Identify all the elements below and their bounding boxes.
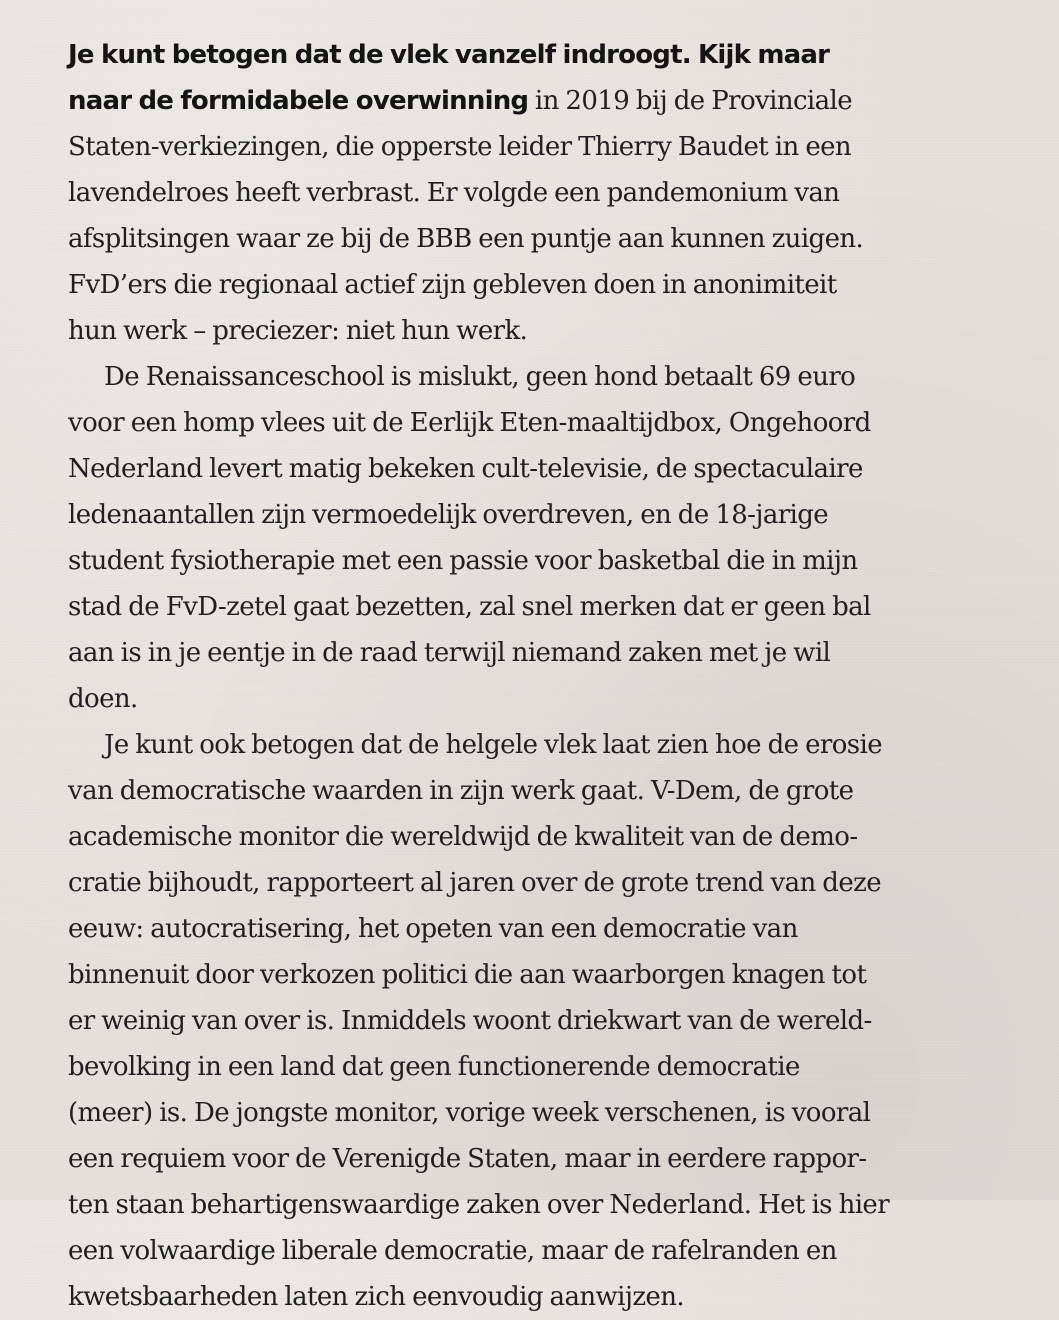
text-line: kwetsbaarheden laten zich eenvoudig aanwijzen. (68, 1282, 685, 1312)
text-line: FvD’ers die regionaal actief zijn gebleven doen in anonimiteit (68, 270, 837, 300)
text-line: hun werk – preciezer: niet hun werk. (68, 316, 528, 346)
paragraph-1 (68, 32, 1019, 354)
text-line: eeuw: autocratisering, het opeten van een democratie van (68, 914, 798, 944)
paragraph-3 (68, 722, 1019, 1320)
text-line: lavendelroes heeft verbrast. Er volgde een pandemonium van (68, 178, 840, 208)
text-line: bevolking in een land dat geen functionerende democratie (68, 1052, 800, 1082)
paragraph-2 (68, 354, 1019, 722)
text-line (68, 78, 1019, 124)
text-line: student fysiotherapie met een passie voor basketbal die in mijn (68, 546, 858, 576)
text-line: voor een homp vlees uit de Eerlijk Eten-maaltijdbox, Ongehoord (68, 408, 871, 438)
text-line: Nederland levert matig bekeken cult-televisie, de spectaculaire (68, 454, 863, 484)
text-line: doen. (68, 684, 138, 714)
text-line: er weinig van over is. Inmiddels woont driekwart van de wereld- (68, 1006, 872, 1036)
text-line: (meer) is. De jongste monitor, vorige week verschenen, is vooral (68, 1098, 871, 1128)
text-line: van democratische waarden in zijn werk gaat. V-Dem, de grote (68, 776, 854, 806)
text-line: een volwaardige liberale democratie, maar de rafelranden en (68, 1236, 837, 1266)
lead-line-end: naar de formidabele overwinning (68, 86, 529, 116)
text-line: een requiem voor de Verenigde Staten, maar in eerdere rappor- (68, 1144, 867, 1174)
lead-line: Je kunt betogen dat de vlek vanzelf indroogt. Kijk maar (68, 40, 830, 70)
text-line: academische monitor die wereldwijd de kwaliteit van de demo- (68, 822, 858, 852)
text-line: afsplitsingen waar ze bij de BBB een puntje aan kunnen zuigen. (68, 224, 864, 254)
text-line: ten staan behartigenswaardige zaken over Nederland. Het is hier (68, 1190, 890, 1220)
text-line: De Renaissanceschool is mislukt, geen hond betaalt 69 euro (104, 362, 856, 392)
text-line-rest: in 2019 bij de Provinciale (528, 86, 853, 116)
text-line: cratie bijhoudt, rapporteert al jaren over de grote trend van deze (68, 868, 881, 898)
text-line: stad de FvD-zetel gaat bezetten, zal snel merken dat er geen bal (68, 592, 871, 622)
text-line: Je kunt ook betogen dat de helgele vlek laat zien hoe de erosie (104, 730, 883, 760)
text-line: Staten-verkiezingen, die opperste leider Thierry Baudet in een (68, 132, 852, 162)
text-line: binnenuit door verkozen politici die aan waarborgen knagen tot (68, 960, 867, 990)
text-line: ledenaantallen zijn vermoedelijk overdreven, en de 18-jarige (68, 500, 829, 530)
text-line: aan is in je eentje in de raad terwijl niemand zaken met je wil (68, 638, 831, 668)
article-body (68, 32, 1019, 1320)
